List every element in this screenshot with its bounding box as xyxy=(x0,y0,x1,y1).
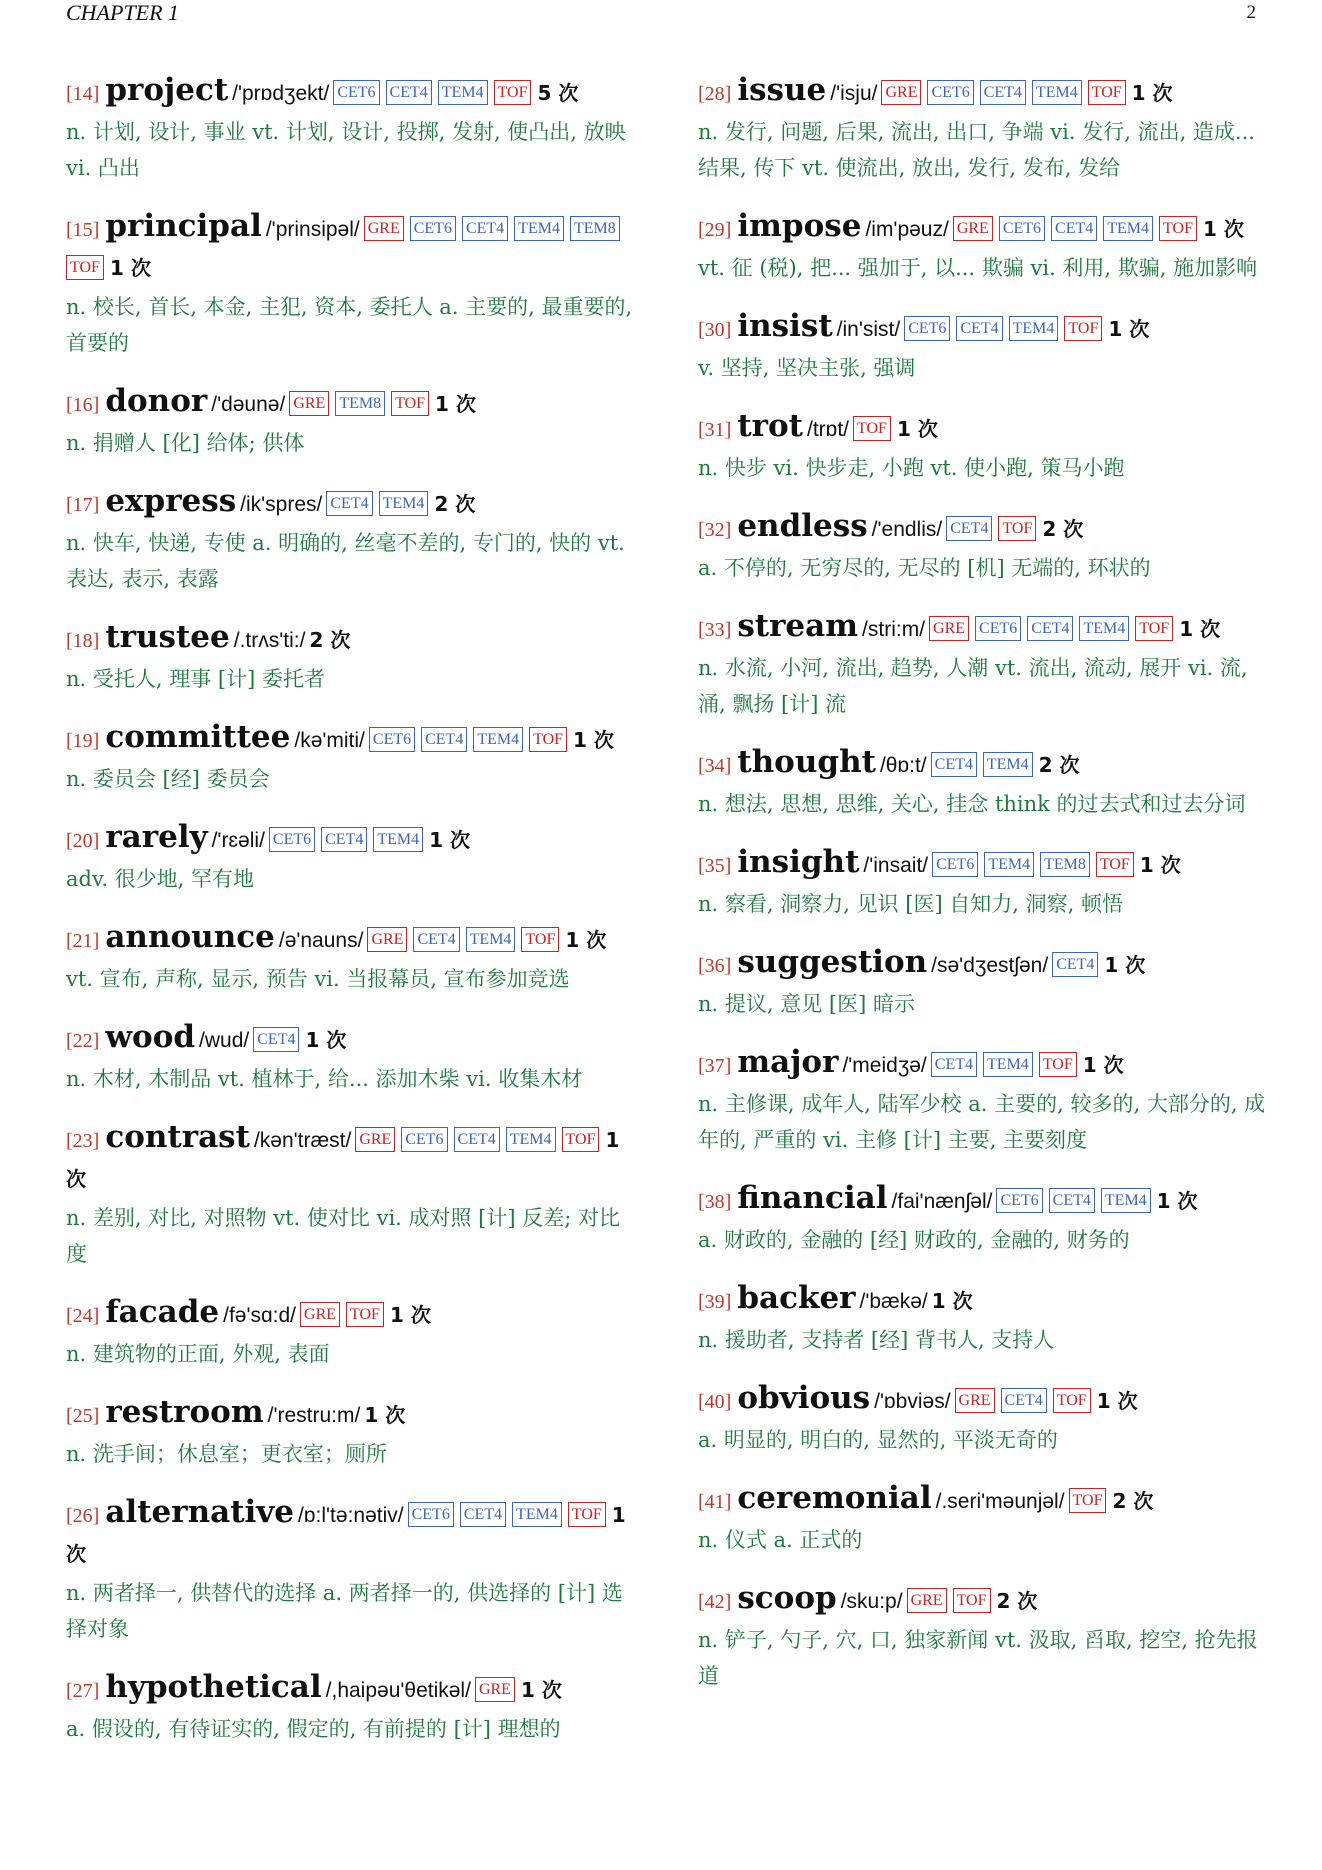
vocab-entry xyxy=(698,208,1268,286)
vocab-entry xyxy=(66,1494,636,1647)
vocab-entry xyxy=(698,1180,1268,1258)
exam-tag-badge: GRE xyxy=(300,1302,340,1327)
entry-number: [26] xyxy=(66,1505,100,1527)
vocab-entry xyxy=(698,608,1268,722)
left-column xyxy=(66,72,636,1747)
exam-tag-badge: CET4 xyxy=(1049,1188,1095,1213)
exam-tag-badge: TOF xyxy=(562,1127,600,1152)
occurrence-count: 1 次 xyxy=(1131,81,1173,105)
exam-tag-badge: TOF xyxy=(1064,316,1102,341)
phonetic: /'meidʒə/ xyxy=(842,1054,927,1077)
headword: trustee xyxy=(105,619,230,655)
exam-tag-badge: TEM4 xyxy=(983,752,1033,777)
definition: a. 假设的, 有待证实的, 假定的, 有前提的 [计] 理想的 xyxy=(66,1717,561,1741)
headword: alternative xyxy=(105,1494,295,1530)
headword: stream xyxy=(737,608,859,644)
entry-headline xyxy=(66,1494,636,1575)
entry-headline xyxy=(66,72,636,114)
phonetic: /kən'træst/ xyxy=(253,1129,352,1152)
vocab-entry xyxy=(66,1394,636,1472)
entry-headline xyxy=(698,408,1268,450)
phonetic: /ik'spres/ xyxy=(240,493,323,516)
headword: trot xyxy=(737,408,803,444)
occurrence-count: 1 次 xyxy=(565,928,607,952)
entry-number: [33] xyxy=(698,619,732,641)
headword: wood xyxy=(105,1019,196,1055)
phonetic: /fai'nænʃəl/ xyxy=(891,1190,993,1213)
vocab-entry xyxy=(698,308,1268,386)
vocab-entry xyxy=(66,1019,636,1097)
definition: n. 捐赠人 [化] 给体; 供体 xyxy=(66,431,305,455)
exam-tag-badge: GRE xyxy=(929,616,969,641)
exam-tag-badge: CET6 xyxy=(975,616,1021,641)
exam-tag-badge: TEM4 xyxy=(1032,80,1082,105)
occurrence-count: 2 次 xyxy=(434,492,476,516)
entry-headline xyxy=(698,208,1268,250)
definition: a. 明显的, 明白的, 显然的, 平淡无奇的 xyxy=(698,1428,1058,1452)
vocab-entry xyxy=(66,1294,636,1372)
headword: scoop xyxy=(737,1580,837,1616)
occurrence-count: 1 次 xyxy=(109,256,151,280)
entry-headline xyxy=(66,1669,636,1711)
exam-tag-badge: GRE xyxy=(364,216,404,241)
entry-headline xyxy=(698,508,1268,550)
exam-tag-badge: CET4 xyxy=(1027,616,1073,641)
exam-tag-badge: TEM4 xyxy=(1101,1188,1151,1213)
entry-number: [31] xyxy=(698,419,732,441)
phonetic: /.trʌs'ti:/ xyxy=(233,629,306,652)
exam-tag-badge: CET6 xyxy=(904,316,950,341)
exam-tag-badge: TOF xyxy=(1088,80,1126,105)
entry-number: [39] xyxy=(698,1291,732,1313)
definition: n. 主修课, 成年人, 陆军少校 a. 主要的, 较多的, 大部分的, 成年的, 严重的 vi. 主修 [计] 主要, 主要刻度 xyxy=(698,1092,1266,1152)
exam-tag-badge: TOF xyxy=(1053,1388,1091,1413)
headword: principal xyxy=(105,208,262,244)
exam-tag-badge: TOF xyxy=(998,516,1036,541)
vocab-entry xyxy=(698,1280,1268,1358)
headword: insight xyxy=(737,844,860,880)
exam-tag-badge: TEM4 xyxy=(373,827,423,852)
entry-headline xyxy=(66,383,636,425)
occurrence-count: 1 次 xyxy=(389,1303,431,1327)
entry-number: [23] xyxy=(66,1130,100,1152)
headword: insist xyxy=(737,308,833,344)
phonetic: /im'pəuz/ xyxy=(865,218,949,241)
phonetic: /in'sist/ xyxy=(836,318,901,341)
exam-tag-badge: TOF xyxy=(953,1588,991,1613)
exam-tag-badge: TOF xyxy=(1159,216,1197,241)
phonetic: /'endlis/ xyxy=(871,518,943,541)
entry-number: [15] xyxy=(66,219,100,241)
entry-headline xyxy=(66,1294,636,1336)
definition: n. 校长, 首长, 本金, 主犯, 资本, 委托人 a. 主要的, 最重要的, 首要的 xyxy=(66,295,633,355)
occurrence-count: 1 次 xyxy=(1082,1053,1124,1077)
exam-tag-badge: GRE xyxy=(955,1388,995,1413)
definition: n. 木材, 木制品 vt. 植林于, 给... 添加木柴 vi. 收集木材 xyxy=(66,1067,583,1091)
exam-tag-badge: CET4 xyxy=(1052,952,1098,977)
exam-tag-badge: TOF xyxy=(1135,616,1173,641)
exam-tag-badge: CET4 xyxy=(946,516,992,541)
exam-tag-badge: TEM4 xyxy=(514,216,564,241)
entry-number: [27] xyxy=(66,1680,100,1702)
definition: n. 察看, 洞察力, 见识 [医] 自知力, 洞察, 顿悟 xyxy=(698,892,1124,916)
exam-tag-badge: TEM4 xyxy=(473,727,523,752)
headword: rarely xyxy=(105,819,208,855)
phonetic: /.seri'məunjəl/ xyxy=(935,1490,1065,1513)
vocab-entry xyxy=(698,944,1268,1022)
exam-tag-badge: CET6 xyxy=(999,216,1045,241)
exam-tag-badge: CET6 xyxy=(410,216,456,241)
phonetic: /wud/ xyxy=(199,1029,250,1052)
exam-tag-badge: TOF xyxy=(529,727,567,752)
exam-tag-badge: GRE xyxy=(355,1127,395,1152)
entry-number: [40] xyxy=(698,1391,732,1413)
occurrence-count: 2 次 xyxy=(1042,517,1084,541)
exam-tag-badge: TOF xyxy=(521,927,559,952)
occurrence-count: 2 次 xyxy=(1112,1489,1154,1513)
definition: n. 快步 vi. 快步走, 小跑 vt. 使小跑, 策马小跑 xyxy=(698,456,1125,480)
entry-number: [19] xyxy=(66,730,100,752)
exam-tag-badge: CET4 xyxy=(1001,1388,1047,1413)
exam-tag-badge: CET6 xyxy=(408,1502,454,1527)
entry-headline xyxy=(66,719,636,761)
headword: donor xyxy=(105,383,208,419)
definition: n. 洗手间；休息室；更衣室；厕所 xyxy=(66,1442,387,1466)
headword: thought xyxy=(737,744,876,780)
exam-tag-badge: TOF xyxy=(66,255,104,280)
exam-tag-badge: GRE xyxy=(367,927,407,952)
entry-number: [32] xyxy=(698,519,732,541)
entry-number: [35] xyxy=(698,855,732,877)
headword: announce xyxy=(105,919,275,955)
occurrence-count: 5 次 xyxy=(537,81,579,105)
entry-headline xyxy=(66,208,636,289)
entry-headline xyxy=(698,744,1268,786)
vocab-entry xyxy=(698,844,1268,922)
entry-headline xyxy=(698,1580,1268,1622)
vocab-entry xyxy=(66,208,636,361)
phonetic: /fə'sɑ:d/ xyxy=(223,1304,297,1327)
entry-number: [41] xyxy=(698,1491,732,1513)
exam-tag-badge: TEM4 xyxy=(506,1127,556,1152)
definition: n. 铲子, 勺子, 穴, 口, 独家新闻 vt. 汲取, 舀取, 挖空, 抢先报道 xyxy=(698,1628,1258,1688)
occurrence-count: 1 次 xyxy=(896,417,938,441)
occurrence-count: 2 次 xyxy=(996,1589,1038,1613)
headword: obvious xyxy=(737,1380,871,1416)
vocab-entry xyxy=(698,72,1268,186)
phonetic: /'ɒbviəs/ xyxy=(874,1390,951,1413)
phonetic: /'isju/ xyxy=(830,82,878,105)
entry-number: [24] xyxy=(66,1305,100,1327)
entry-headline xyxy=(66,619,636,661)
entry-headline xyxy=(66,919,636,961)
phonetic: /kə'miti/ xyxy=(294,729,365,752)
phonetic: /'rɛəli/ xyxy=(211,829,265,852)
exam-tag-badge: TOF xyxy=(494,80,532,105)
exam-tag-badge: TEM4 xyxy=(1079,616,1129,641)
definition: vt. 宣布, 声称, 显示, 预告 vi. 当报幕员, 宣布参加竞选 xyxy=(66,967,570,991)
headword: facade xyxy=(105,1294,220,1330)
vocab-entry xyxy=(66,919,636,997)
headword: express xyxy=(105,483,237,519)
exam-tag-badge: GRE xyxy=(475,1677,515,1702)
exam-tag-badge: CET4 xyxy=(460,1502,506,1527)
definition: n. 计划, 设计, 事业 vt. 计划, 设计, 投掷, 发射, 使凸出, 放映 vi. 凸出 xyxy=(66,120,626,180)
definition: n. 差别, 对比, 对照物 vt. 使对比 vi. 成对照 [计] 反差; 对比度 xyxy=(66,1206,620,1266)
exam-tag-badge: CET4 xyxy=(253,1027,299,1052)
phonetic: /sə'dʒestʃən/ xyxy=(931,954,1049,977)
page-header xyxy=(66,0,1256,28)
definition: n. 建筑物的正面, 外观, 表面 xyxy=(66,1342,330,1366)
occurrence-count: 1 次 xyxy=(429,828,471,852)
vocab-entry xyxy=(698,744,1268,822)
vocab-entry xyxy=(66,819,636,897)
headword: backer xyxy=(737,1280,856,1316)
phonetic: /ə'nauns/ xyxy=(278,929,364,952)
phonetic: /'bækə/ xyxy=(859,1290,928,1313)
exam-tag-badge: CET6 xyxy=(927,80,973,105)
exam-tag-badge: TEM4 xyxy=(1103,216,1153,241)
exam-tag-badge: CET4 xyxy=(980,80,1026,105)
vocab-entry xyxy=(698,1480,1268,1558)
definition: n. 快车, 快递, 专使 a. 明确的, 丝毫不差的, 专门的, 快的 vt. 表达, 表示, 表露 xyxy=(66,531,625,591)
vocab-entry xyxy=(698,408,1268,486)
exam-tag-badge: TEM4 xyxy=(438,80,488,105)
phonetic: /,haipəu'θetikəl/ xyxy=(325,1679,471,1702)
exam-tag-badge: TEM4 xyxy=(1009,316,1059,341)
entry-number: [29] xyxy=(698,219,732,241)
headword: ceremonial xyxy=(737,1480,932,1516)
exam-tag-badge: CET6 xyxy=(333,80,379,105)
vocab-entry xyxy=(66,719,636,797)
exam-tag-badge: CET4 xyxy=(421,727,467,752)
occurrence-count: 2 次 xyxy=(309,628,351,652)
vocab-entry xyxy=(698,1380,1268,1458)
exam-tag-badge: CET4 xyxy=(326,491,372,516)
chapter-title: CHAPTER 1 xyxy=(66,0,180,25)
headword: committee xyxy=(105,719,291,755)
entry-headline xyxy=(698,944,1268,986)
exam-tag-badge: TEM4 xyxy=(983,1052,1033,1077)
entry-headline xyxy=(698,1380,1268,1422)
occurrence-count: 1 次 xyxy=(520,1678,562,1702)
occurrence-count: 2 次 xyxy=(1038,753,1080,777)
page-number: 2 xyxy=(1246,2,1256,23)
occurrence-count: 1 次 xyxy=(1179,617,1221,641)
entry-number: [17] xyxy=(66,494,100,516)
exam-tag-badge: TOF xyxy=(568,1502,606,1527)
phonetic: /'restru:m/ xyxy=(267,1404,361,1427)
entry-headline xyxy=(698,308,1268,350)
entry-number: [18] xyxy=(66,630,100,652)
entry-number: [37] xyxy=(698,1055,732,1077)
exam-tag-badge: TOF xyxy=(1096,852,1134,877)
exam-tag-badge: CET6 xyxy=(269,827,315,852)
definition: vt. 征 (税), 把... 强加于, 以... 欺骗 vi. 利用, 欺骗, 施加影响 xyxy=(698,256,1258,280)
entry-number: [14] xyxy=(66,83,100,105)
entry-headline xyxy=(698,1044,1268,1086)
exam-tag-badge: TOF xyxy=(391,391,429,416)
phonetic: /'insait/ xyxy=(863,854,929,877)
exam-tag-badge: CET4 xyxy=(1051,216,1097,241)
headword: endless xyxy=(737,508,868,544)
vocab-entry xyxy=(66,619,636,697)
entry-number: [16] xyxy=(66,394,100,416)
entry-headline xyxy=(698,608,1268,650)
vocab-entry xyxy=(66,383,636,461)
entry-headline xyxy=(66,1019,636,1061)
exam-tag-badge: CET6 xyxy=(932,852,978,877)
entry-headline xyxy=(66,1394,636,1436)
definition: n. 水流, 小河, 流出, 趋势, 人潮 vt. 流出, 流动, 展开 vi. 流, 涌, 飘扬 [计] 流 xyxy=(698,656,1248,716)
definition: a. 不停的, 无穷尽的, 无尽的 [机] 无端的, 环状的 xyxy=(698,556,1151,580)
headword: suggestion xyxy=(737,944,928,980)
entry-headline xyxy=(698,72,1268,114)
exam-tag-badge: TEM8 xyxy=(335,391,385,416)
exam-tag-badge: GRE xyxy=(289,391,329,416)
exam-tag-badge: TEM8 xyxy=(570,216,620,241)
entry-headline xyxy=(66,483,636,525)
exam-tag-badge: TOF xyxy=(1069,1488,1107,1513)
definition: n. 委员会 [经] 委员会 xyxy=(66,767,270,791)
vocab-entry xyxy=(66,1119,636,1272)
exam-tag-badge: CET6 xyxy=(369,727,415,752)
vocab-entry xyxy=(66,483,636,597)
exam-tag-badge: CET4 xyxy=(931,752,977,777)
entry-number: [21] xyxy=(66,930,100,952)
phonetic: /'prɒdʒekt/ xyxy=(232,82,330,105)
entry-headline xyxy=(698,844,1268,886)
definition: n. 援助者, 支持者 [经] 背书人, 支持人 xyxy=(698,1328,1055,1352)
phonetic: /'prinsipəl/ xyxy=(265,218,360,241)
entry-headline xyxy=(698,1180,1268,1222)
headword: hypothetical xyxy=(105,1669,322,1705)
occurrence-count: 1 次 xyxy=(1156,1189,1198,1213)
definition: n. 发行, 问题, 后果, 流出, 出口, 争端 vi. 发行, 流出, 造成... 结果, 传下 vt. 使流出, 放出, 发行, 发布, 发给 xyxy=(698,120,1255,180)
exam-tag-badge: TEM8 xyxy=(1040,852,1090,877)
phonetic: /trɒt/ xyxy=(806,418,849,441)
definition: n. 提议, 意见 [医] 暗示 xyxy=(698,992,915,1016)
exam-tag-badge: CET6 xyxy=(996,1188,1042,1213)
exam-tag-badge: TOF xyxy=(346,1302,384,1327)
exam-tag-badge: TEM4 xyxy=(984,852,1034,877)
definition: a. 财政的, 金融的 [经] 财政的, 金融的, 财务的 xyxy=(698,1228,1130,1252)
definition: adv. 很少地, 罕有地 xyxy=(66,867,255,891)
phonetic: /θɒ:t/ xyxy=(879,754,927,777)
occurrence-count: 1 次 xyxy=(1139,853,1181,877)
headword: major xyxy=(737,1044,839,1080)
occurrence-count: 1 次 xyxy=(66,1128,620,1191)
occurrence-count: 1 次 xyxy=(931,1289,973,1313)
phonetic: /sku:p/ xyxy=(840,1590,903,1613)
exam-tag-badge: GRE xyxy=(907,1588,947,1613)
vocab-entry xyxy=(698,1580,1268,1694)
headword: issue xyxy=(737,72,827,108)
occurrence-count: 1 次 xyxy=(305,1028,347,1052)
exam-tag-badge: GRE xyxy=(881,80,921,105)
occurrence-count: 1 次 xyxy=(1108,317,1150,341)
entry-number: [34] xyxy=(698,755,732,777)
exam-tag-badge: CET6 xyxy=(401,1127,447,1152)
definition: n. 两者择一, 供替代的选择 a. 两者择一的, 供选择的 [计] 选择对象 xyxy=(66,1581,623,1641)
entry-number: [22] xyxy=(66,1030,100,1052)
occurrence-count: 1 次 xyxy=(1096,1389,1138,1413)
entry-headline xyxy=(66,819,636,861)
occurrence-count: 1 次 xyxy=(1202,217,1244,241)
entry-number: [36] xyxy=(698,955,732,977)
exam-tag-badge: CET4 xyxy=(931,1052,977,1077)
entry-number: [28] xyxy=(698,83,732,105)
entry-number: [38] xyxy=(698,1191,732,1213)
exam-tag-badge: CET4 xyxy=(956,316,1002,341)
exam-tag-badge: TEM4 xyxy=(512,1502,562,1527)
entry-headline xyxy=(698,1480,1268,1522)
exam-tag-badge: CET4 xyxy=(454,1127,500,1152)
exam-tag-badge: CET4 xyxy=(321,827,367,852)
exam-tag-badge: GRE xyxy=(953,216,993,241)
headword: financial xyxy=(737,1180,888,1216)
exam-tag-badge: TOF xyxy=(1039,1052,1077,1077)
headword: restroom xyxy=(105,1394,264,1430)
vocab-entry xyxy=(698,1044,1268,1158)
vocab-entry xyxy=(66,1669,636,1747)
occurrence-count: 1 次 xyxy=(435,392,476,416)
exam-tag-badge: CET4 xyxy=(413,927,459,952)
headword: contrast xyxy=(105,1119,250,1155)
entry-number: [20] xyxy=(66,830,100,852)
occurrence-count: 1 次 xyxy=(364,1403,406,1427)
definition: v. 坚持, 坚决主张, 强调 xyxy=(698,356,916,380)
headword: project xyxy=(105,72,229,108)
entry-number: [25] xyxy=(66,1405,100,1427)
occurrence-count: 1 次 xyxy=(66,1503,626,1566)
occurrence-count: 1 次 xyxy=(573,728,614,752)
exam-tag-badge: TEM4 xyxy=(466,927,516,952)
definition: n. 受托人, 理事 [计] 委托者 xyxy=(66,667,325,691)
definition: n. 仪式 a. 正式的 xyxy=(698,1528,863,1552)
exam-tag-badge: TOF xyxy=(853,416,891,441)
occurrence-count: 1 次 xyxy=(1104,953,1146,977)
phonetic: /ɒ:l'tə:nətiv/ xyxy=(298,1504,404,1527)
entry-headline xyxy=(66,1119,636,1200)
headword: impose xyxy=(737,208,862,244)
entry-number: [30] xyxy=(698,319,732,341)
right-column xyxy=(698,72,1268,1694)
vocab-entry xyxy=(698,508,1268,586)
definition: n. 想法, 思想, 思维, 关心, 挂念 think 的过去式和过去分词 xyxy=(698,792,1246,816)
entry-number: [42] xyxy=(698,1591,732,1613)
exam-tag-badge: CET4 xyxy=(386,80,432,105)
phonetic: /'dəunə/ xyxy=(211,393,286,416)
exam-tag-badge: TEM4 xyxy=(379,491,429,516)
vocab-entry xyxy=(66,72,636,186)
phonetic: /stri:m/ xyxy=(862,618,926,641)
entry-headline xyxy=(698,1280,1268,1322)
exam-tag-badge: CET4 xyxy=(462,216,508,241)
